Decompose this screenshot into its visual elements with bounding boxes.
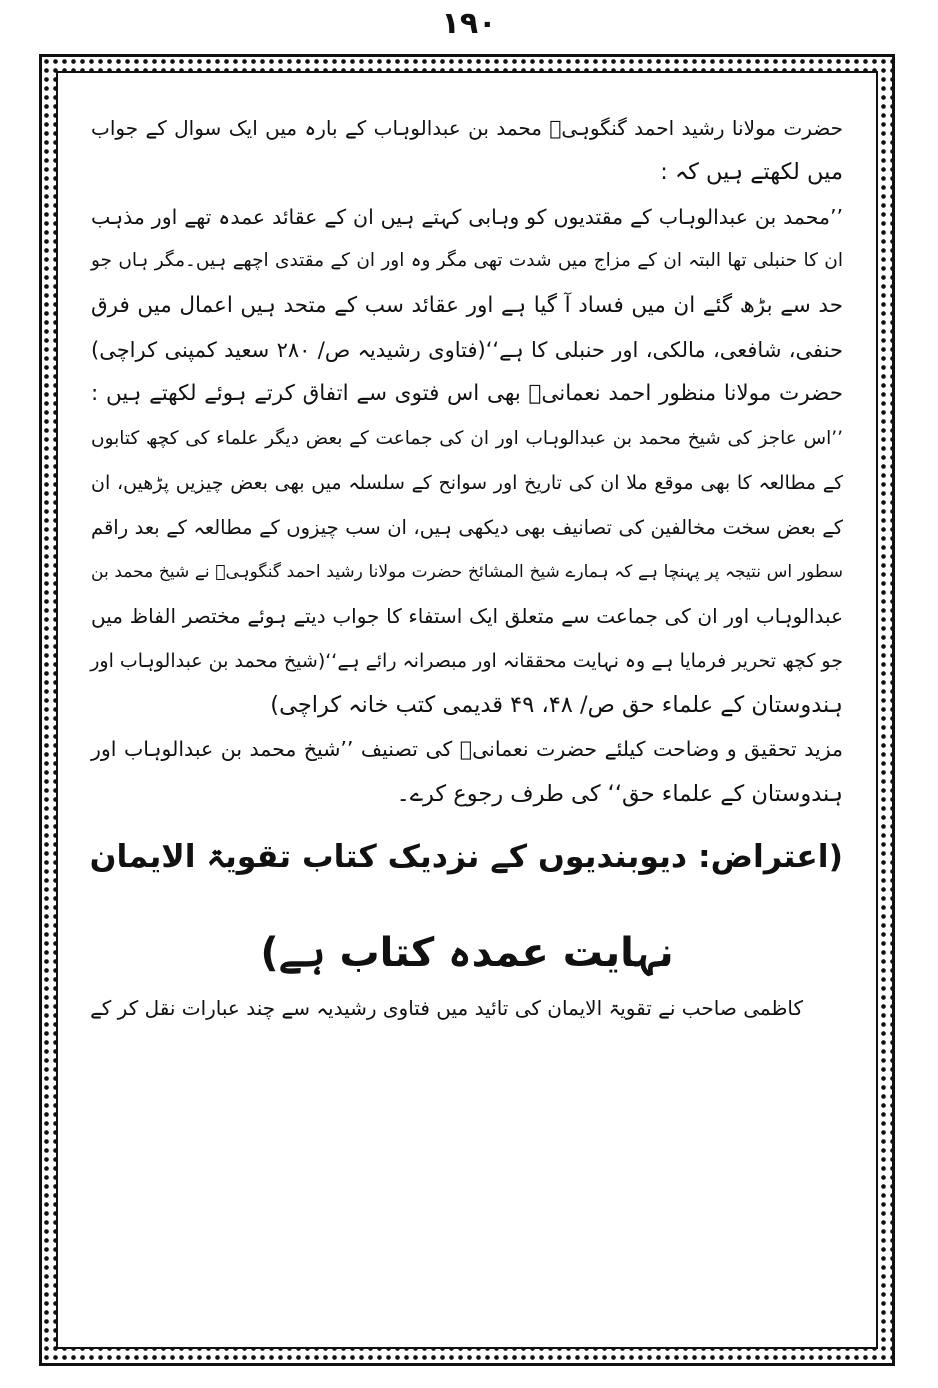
text-line: حضرت مولانا رشید احمد گنگوہیؒ محمد بن عبدالوہاب کے بارہ میں ایک سوال کے جواب (91, 116, 843, 140)
text-line: حضرت مولانا منظور احمد نعمانیؒ بھی اس فتوی سے اتفاق کرتے ہوئے لکھتے ہیں : (91, 381, 843, 407)
text-line: حد سے بڑھ گئے ان میں فساد آ گیا ہے اور عقائد سب کے متحد ہیں اعمال میں فرق (91, 292, 843, 318)
text-line: مزید تحقیق و وضاحت کیلئے حضرت نعمانیؒ کی تصنیف ’’شیخ محمد بن عبدالوہاب اور (91, 737, 843, 762)
text-line: کے بعض سخت مخالفین کی تصانیف بھی دیکھی ہیں، ان سب چیزوں کے مطالعہ کے بعد راقم (91, 515, 843, 539)
text-line: کے مطالعہ کا بھی موقع ملا ان کی تاریخ اور سوانح کے سلسلہ میں بھی بعض چیزیں پڑھیں، ان (91, 472, 843, 495)
page-content (91, 113, 843, 1327)
text-line: ہندوستان کے علماء حق ص/ ۴۸، ۴۹ قدیمی کتب خانہ کراچی) (270, 692, 843, 719)
page-border (39, 54, 895, 1366)
text-line: جو کچھ تحریر فرمایا ہے وہ نہایت محققانہ اور مبصرانہ رائے ہے‘‘(شیخ محمد بن عبدالوہاب اور (90, 649, 843, 672)
text-line: ہندوستان کے علماء حق‘‘ کی طرف رجوع کرے۔ (396, 780, 843, 807)
text-line: عبدالوہاب اور ان کی جماعت سے متعلق ایک استفاء کا جواب دیتے ہوئے مختصر الفاظ میں (91, 604, 843, 629)
text-line: ان کا حنبلی تھا البتہ ان کے مزاج میں شدت تھی مگر وہ اور ان کے مقتدی اچھے ہیں۔مگر ہاں جو (91, 250, 843, 272)
text-line: ’’اس عاجز کی شیخ محمد بن عبدالوہاب اور ان کی جماعت کے بعض دیگر علماء کی کچھ کتابوں (91, 427, 843, 449)
page-frame (56, 71, 878, 1349)
page-number: ۱۹۰ (441, 6, 497, 41)
section-heading-continued: نہایت عمدہ کتاب ہے) (260, 929, 674, 976)
text-line: ’’محمد بن عبدالوہاب کے مقتدیوں کو وہابی کہتے ہیں ان کے عقائد عمدہ تھے اور مذہب (91, 204, 843, 229)
text-line: سطور اس نتیجہ پر پہنچا ہے کہ ہمارے شیخ المشائخ حضرت مولانا رشید احمد گنگوہیؒ نے شیخ محمد بن (91, 561, 843, 582)
text-line: کاظمی صاحب نے تقویۃ الایمان کی تائید میں فتاوی رشیدیہ سے چند عبارات نقل کر کے (90, 995, 803, 1020)
text-line: حنفی، شافعی، مالکی، اور حنبلی کا ہے‘‘(فتاوی رشیدیہ ص/ ۲۸۰ سعید کمپنی کراچی) (91, 337, 843, 362)
text-line: میں لکھتے ہیں کہ : (660, 159, 843, 186)
section-heading: (اعتراض: دیوبندیوں کے نزدیک کتاب تقویۃ الایمان (89, 838, 843, 875)
